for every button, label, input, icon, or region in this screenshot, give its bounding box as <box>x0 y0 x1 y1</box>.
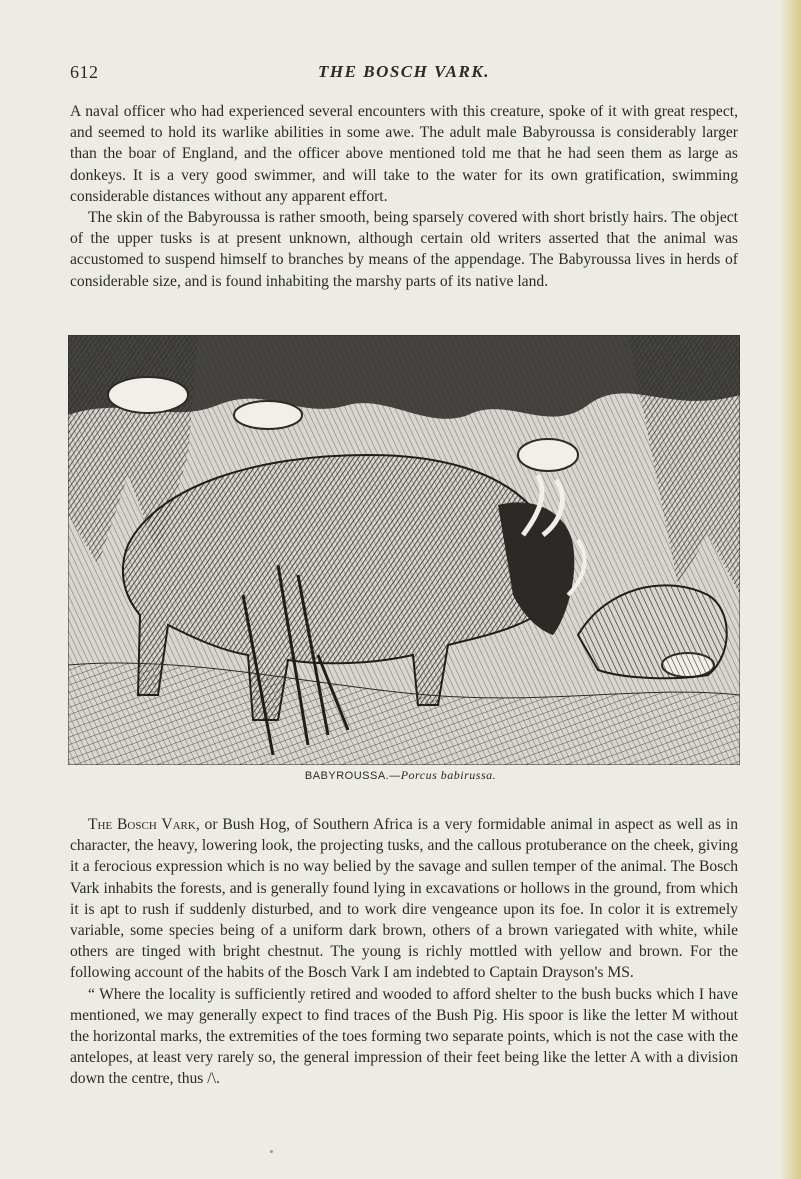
figure-caption <box>0 768 801 783</box>
specks <box>270 1150 273 1153</box>
babyroussa-engraving <box>68 335 740 765</box>
page-header <box>70 62 738 84</box>
paragraph: The skin of the Babyroussa is rather smooth, being sparsely covered with short bristly hairs. The object of the upper tusks is at present unknown, although certain old writers asserted that the animal was accustomed to suspend himself to branches by means of the appendage. The Babyroussa lives in herds of considerable size, and is found inhabiting the marshy parts of its native land. <box>70 209 738 290</box>
bottom-text-block <box>70 814 738 1090</box>
page-edge <box>779 0 801 1179</box>
top-text-block <box>70 101 738 292</box>
caption-latin: Porcus babirussa. <box>400 768 497 782</box>
paragraph: “ Where the locality is sufficiently retired and wooded to afford shelter to the bush bucks which I have mentioned, we may generally expect to find traces of the Bush Pig. His spoor is like the letter M without the horizontal marks, the extremities of the toes forming two separate points, which is not the case with the antelopes, at least very rarely so, the general impression of their feet being like the letter A with a division down the centre, thus /\. <box>70 985 738 1088</box>
caption-main: BABYROUSSA. <box>304 770 390 782</box>
paragraph <box>70 814 738 984</box>
lead-small-caps: The Bosch Vark, <box>88 816 200 833</box>
paragraph-body: or Bush Hog, of Southern Africa is a very formidable animal in aspect as well as in character, the heavy, lowering look, the projecting tusks, and the callous protuberance on the cheek, giving it a ferocious expression which is no way belied by the savage and sullen temper of the animal. The Bosch Vark inhabits the forests, and is generally found lying in excavations or hollows in the ground, from which it is apt to rush if suddenly disturbed, and to work dire vengeance upon its foe. In color it is extremely variable, some species being of a uniform dark brown, others of a brown variegated with white, while others are tinged with bright chestnut. The young is richly mottled with yellow and brown. For the following account of the habits of the Bosch Vark I am indebted to Captain Drayson's MS. <box>70 816 738 982</box>
page-number: 612 <box>70 62 99 82</box>
caption-dash: — <box>389 770 401 782</box>
running-title: THE BOSCH VARK. <box>318 62 490 81</box>
paragraph: A naval officer who had experienced several encounters with this creature, spoke of it with great respect, and seemed to hold its warlike abilities in some awe. The adult male Babyroussa is considerably larger than the boar of England, and the officer above mentioned told me that he had seen them as large as donkeys. It is a very good swimmer, and will take to the water for its own gratification, swimming considerable distances without any apparent effort. <box>70 103 738 205</box>
